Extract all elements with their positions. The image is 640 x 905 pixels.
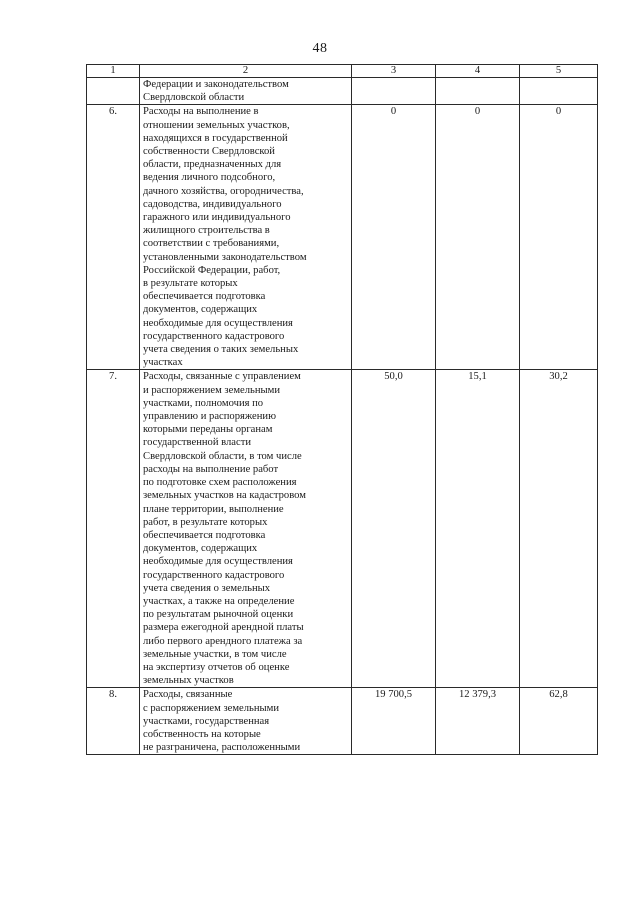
description-line: собственности Свердловской	[143, 146, 275, 158]
row-value-col3: 50,0	[352, 370, 436, 688]
row-value-col4: 12 379,3	[436, 688, 520, 755]
page-number: 48	[312, 41, 328, 56]
description-line: с распоряжением земельными	[143, 702, 280, 714]
description-line: соответствии с требованиями,	[143, 238, 280, 250]
row-number: 6.	[87, 105, 140, 370]
description-line: документов, содержащих	[143, 304, 258, 316]
description-line: садоводства, индивидуального	[143, 198, 282, 210]
row-value-col5	[520, 78, 598, 105]
row-value-col4: 0	[436, 105, 520, 370]
table-row	[87, 688, 598, 755]
row-value-col3: 19 700,5	[352, 688, 436, 755]
description-line: учета сведения о земельных	[143, 582, 271, 594]
description-line: области, предназначенных для	[143, 159, 282, 171]
table-row	[87, 105, 598, 370]
description-line: Свердловской области	[143, 92, 245, 104]
description-line: обеспечивается подготовка	[143, 291, 266, 303]
row-value-col5: 0	[520, 105, 598, 370]
description-line: которыми переданы органам	[143, 424, 273, 436]
description-line: государственного кадастрового	[143, 569, 285, 581]
description-line: Федерации и законодательством	[143, 79, 289, 90]
description-line: плане территории, выполнение	[143, 503, 284, 515]
description-line: необходимые для осуществления	[143, 556, 293, 568]
row-value-col4	[436, 78, 520, 105]
description-line: земельные участки, в том числе	[143, 648, 287, 660]
row-value-col4: 15,1	[436, 370, 520, 688]
description-line: земельных участков на кадастровом	[143, 490, 306, 502]
description-line: и распоряжением земельными	[143, 384, 280, 396]
description-line: учета сведения о таких земельных	[143, 344, 299, 356]
row-number	[87, 78, 140, 105]
description-line: участками, полномочия по	[143, 397, 264, 409]
column-header: 4	[436, 65, 520, 78]
description-line: работ, в результате которых	[143, 516, 268, 528]
table-header-row	[87, 65, 598, 78]
description-line: Свердловской области, в том числе	[143, 450, 302, 462]
table-row	[87, 78, 598, 105]
description-line: не разграничена, расположенными	[143, 742, 301, 754]
row-description	[140, 370, 352, 688]
description-line: необходимые для осуществления	[143, 317, 293, 329]
description-line: Расходы, связанные	[143, 689, 233, 701]
row-value-col3: 0	[352, 105, 436, 370]
row-value-col3	[352, 78, 436, 105]
description-line: Расходы, связанные с управлением	[143, 371, 301, 383]
description-line: государственного кадастрового	[143, 330, 285, 342]
description-line: участках, а также на определение	[143, 595, 295, 607]
description-line: по подготовке схем расположения	[143, 477, 297, 489]
row-description	[140, 105, 352, 370]
description-line: по результатам рыночной оценки	[143, 609, 294, 621]
description-line: дачного хозяйства, огородничества,	[143, 185, 304, 197]
column-header: 2	[140, 65, 352, 78]
row-value-col5: 62,8	[520, 688, 598, 755]
row-number: 7.	[87, 370, 140, 688]
description-line: находящихся в государственной	[143, 132, 288, 144]
description-line: расходы на выполнение работ	[143, 463, 279, 475]
description-line: управлению и распоряжению	[143, 411, 277, 423]
description-line: жилищного строительства в	[143, 225, 270, 237]
column-header: 3	[352, 65, 436, 78]
budget-table	[86, 64, 598, 755]
row-value-col5: 30,2	[520, 370, 598, 688]
row-description	[140, 78, 352, 105]
description-line: отношении земельных участков,	[143, 119, 290, 131]
description-line: Российской Федерации, работ,	[143, 264, 281, 276]
description-line: участками, государственная	[143, 715, 270, 727]
column-header: 5	[520, 65, 598, 78]
column-header: 1	[87, 65, 140, 78]
description-line: установленными законодательством	[143, 251, 307, 263]
description-line: собственность на которые	[143, 728, 261, 740]
description-line: в результате которых	[143, 278, 238, 290]
description-line: ведения личного подсобного,	[143, 172, 276, 184]
row-description	[140, 688, 352, 755]
description-line: земельных участков	[143, 675, 234, 687]
description-line: обеспечивается подготовка	[143, 529, 266, 541]
description-line: на экспертизу отчетов об оценке	[143, 661, 290, 673]
description-line: гаражного или индивидуального	[143, 212, 291, 224]
description-line: участках	[143, 357, 183, 369]
row-number: 8.	[87, 688, 140, 755]
description-line: государственной власти	[143, 437, 252, 449]
description-line: документов, содержащих	[143, 543, 258, 555]
description-line: размера ежегодной арендной платы	[143, 622, 304, 634]
table-row	[87, 370, 598, 688]
description-line: Расходы на выполнение в	[143, 106, 259, 118]
description-line: либо первого арендного платежа за	[143, 635, 303, 647]
